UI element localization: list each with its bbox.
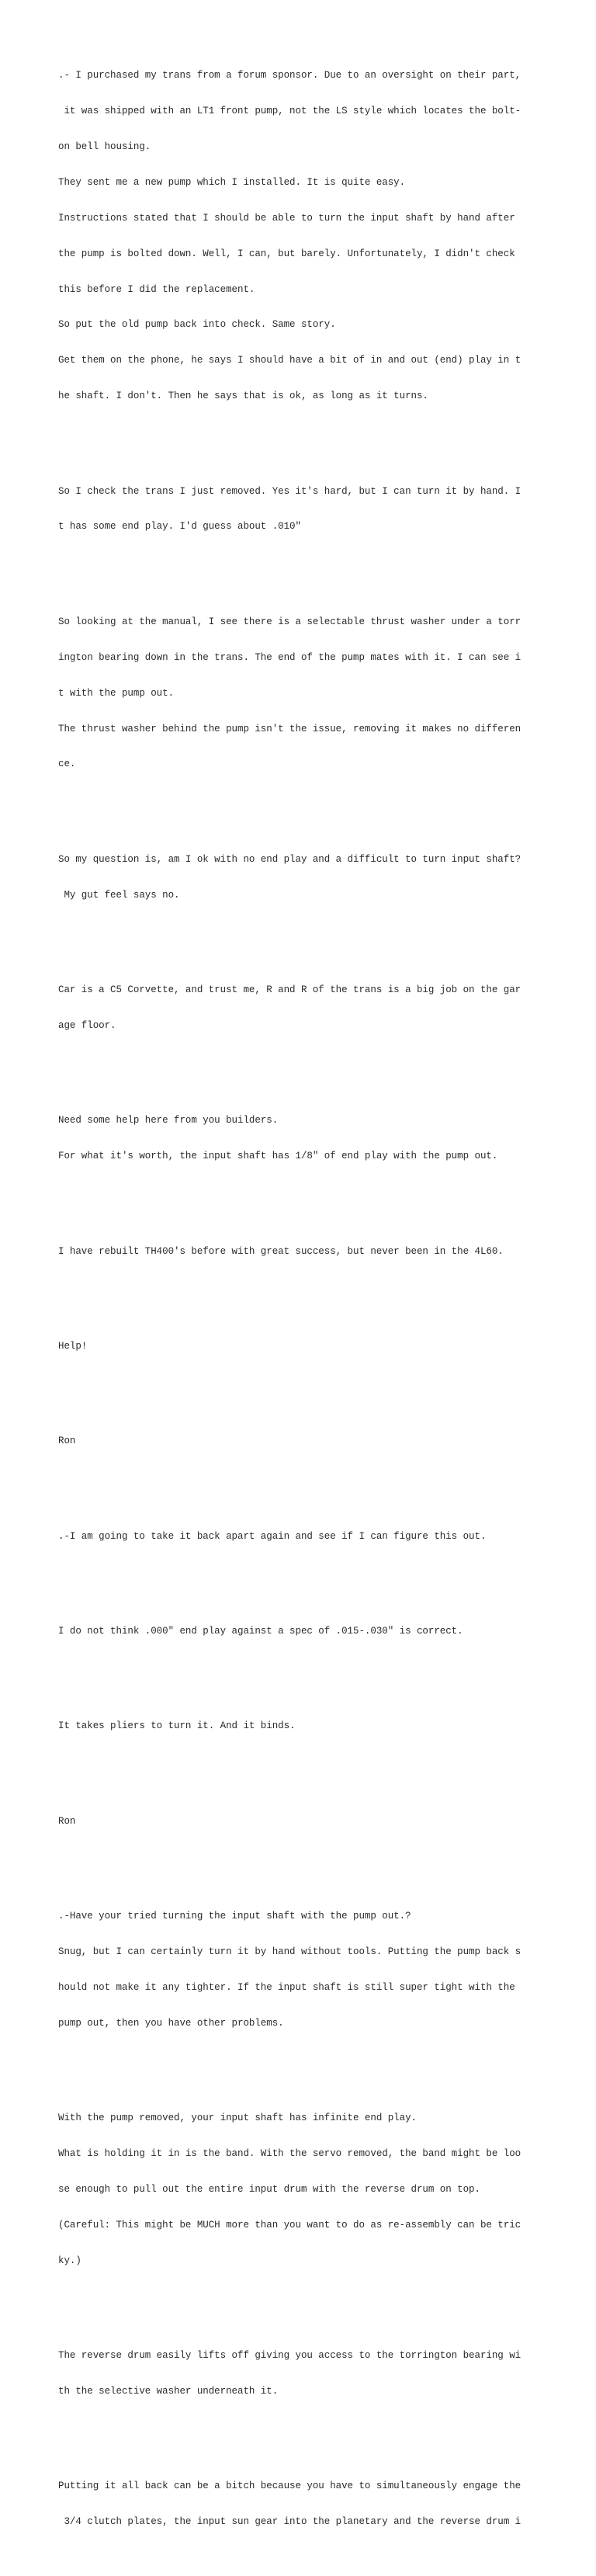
text-line: Ron [58,1436,76,1447]
paragraph-1 [58,47,532,427]
text-line: I have rebuilt TH400's before with great success, but never been in the 4L60. [58,1245,504,1257]
paragraph-11 [58,1602,532,1661]
text-line: So I check the trans I just removed. Yes it's hard, but I can turn it by hand. I [58,485,522,497]
text-line: it was shipped with an LT1 front pump, not the LS style which locates the bolt- [58,106,522,117]
text-line: 3/4 clutch plates, the input sun gear into the planetary and the reverse drum i [58,2516,522,2528]
text-line: (Careful: This might be MUCH more than you want to do as re-assembly can be tric [58,2219,522,2231]
text-line: They sent me a new pump which I installed. It is quite easy. [58,176,406,188]
text-line: on bell housing. [58,141,151,152]
text-line: .- I purchased my trans from a forum sponsor. Due to an oversight on their part, [58,70,522,82]
text-line: My gut feel says no. [58,889,180,901]
text-line: this before I did the replacement. [58,283,255,295]
paragraph-4 [58,830,532,925]
paragraph-2 [58,462,532,557]
text-line: With the pump removed, your input shaft has infinite end play. [58,2113,417,2124]
text-line: What is holding it in is the band. With the servo removed, the band might be loo [58,2148,522,2160]
paragraph-5 [58,960,532,1055]
text-line: Need some help here from you builders. [58,1115,279,1127]
text-line: .-Have your tried turning the input shaft with the pump out.? [58,1911,411,1922]
text-line: hould not make it any tighter. If the input shaft is still super tight with the [58,1981,515,1993]
paragraph-15 [58,2089,532,2291]
paragraph-12 [58,1697,532,1756]
text-line: pump out, then you have other problems. [58,2017,284,2029]
text-line: se enough to pull out the entire input drum with the reverse drum on top. [58,2184,480,2196]
text-line: t with the pump out. [58,687,175,699]
paragraph-3 [58,592,532,794]
text-line: ky.) [58,2255,81,2266]
signature-ron-1 [58,1412,532,1471]
text-line: So my question is, am I ok with no end play and a difficult to turn input shaft? [58,853,522,865]
text-line: ington bearing down in the trans. The end of the pump mates with it. I can see i [58,651,522,663]
text-line: For what it's worth, the input shaft has 1/8" of end play with the pump out. [58,1151,498,1162]
text-line: age floor. [58,1019,116,1031]
text-line: The thrust washer behind the pump isn't the issue, removing it makes no differen [58,723,522,734]
document-body [58,23,532,2576]
text-line: he shaft. I don't. Then he says that is ok, as long as it turns. [58,391,428,402]
paragraph-10 [58,1507,532,1566]
text-line: The reverse drum easily lifts off giving you access to the torrington bearing wi [58,2350,522,2362]
text-line: Snug, but I can certainly turn it by hand without tools. Putting the pump back s [58,1946,522,1958]
paragraph-16 [58,2327,532,2422]
text-line: .-I am going to take it back apart again and see if I can figure this out. [58,1530,487,1542]
text-line: th the selective washer underneath it. [58,2386,279,2397]
text-line: It takes pliers to turn it. And it binds. [58,1720,296,1732]
text-line: So put the old pump back into check. Same story. [58,319,336,331]
text-line: Car is a C5 Corvette, and trust me, R and R of the trans is a big job on the gar [58,984,522,996]
paragraph-14 [58,1887,532,2054]
paragraph-8 [58,1317,532,1376]
text-line: I do not think .000" end play against a spec of .015-.030" is correct. [58,1626,463,1637]
text-line: ce. [58,759,76,770]
text-line: So looking at the manual, I see there is a selectable thrust washer under a torr [58,616,522,627]
signature-ron-2 [58,1792,532,1851]
text-line: Get them on the phone, he says I should have a bit of in and out (end) play in t [58,355,522,366]
text-line: Putting it all back can be a bitch because you have to simultaneously engage the [58,2481,522,2492]
text-line: t has some end play. I'd guess about .010" [58,521,301,533]
paragraph-17 [58,2457,532,2552]
text-line: the pump is bolted down. Well, I can, but barely. Unfortunately, I didn't check [58,248,515,259]
text-line: Help! [58,1340,88,1352]
paragraph-7 [58,1222,532,1281]
text-line: Instructions stated that I should be able to turn the input shaft by hand after [58,212,515,224]
text-line: Ron [58,1815,76,1827]
paragraph-6 [58,1092,532,1186]
